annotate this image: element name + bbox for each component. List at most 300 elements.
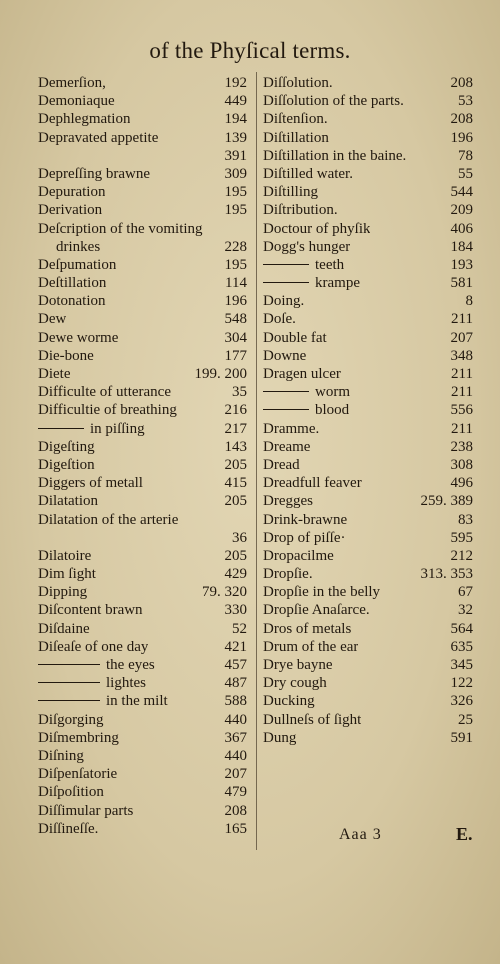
page-number: 192 xyxy=(224,75,247,91)
index-term xyxy=(38,802,133,820)
index-term xyxy=(38,620,90,638)
index-entry xyxy=(38,74,247,92)
index-term-text: Dipping xyxy=(38,584,88,601)
index-term-text: Difficultie of breathing xyxy=(38,402,177,419)
page-number: 143 xyxy=(224,438,247,455)
index-term-text: Derivation xyxy=(38,202,103,219)
index-term-text: Doing. xyxy=(263,293,305,310)
index-term xyxy=(263,201,338,219)
index-term xyxy=(38,274,106,292)
page-number: 228 xyxy=(224,238,247,255)
index-column-left xyxy=(38,74,247,838)
index-term xyxy=(38,692,168,710)
index-entry xyxy=(263,201,473,219)
index-term xyxy=(263,347,306,365)
index-term-text: in piſſing xyxy=(90,420,145,437)
page-number: 32 xyxy=(458,602,473,619)
page-number: 195 xyxy=(224,184,247,201)
index-entry xyxy=(263,711,473,729)
index-term-text: Diſmembring xyxy=(38,729,119,746)
index-term-text: Dry cough xyxy=(263,675,327,692)
index-term-text: Diſſolution of the parts. xyxy=(263,93,404,110)
page-number: 212 xyxy=(450,547,473,564)
index-entry xyxy=(38,92,247,110)
index-term-text: Dilatoire xyxy=(38,547,92,564)
index-term xyxy=(263,438,310,456)
index-entry xyxy=(38,674,247,692)
page-number: 208 xyxy=(224,802,247,819)
ditto-dash xyxy=(38,428,84,429)
index-entry xyxy=(38,656,247,674)
page-number: 207 xyxy=(450,329,473,346)
index-term-text: Diſtilled water. xyxy=(263,165,353,182)
index-term xyxy=(263,583,380,601)
page-number: 238 xyxy=(450,438,473,455)
page-number: 209 xyxy=(450,202,473,219)
page-number: 205 xyxy=(224,547,247,564)
index-term xyxy=(38,747,84,765)
index-term xyxy=(38,474,143,492)
index-term-text: Dilatation of the arterie xyxy=(38,511,179,528)
index-entry xyxy=(38,511,247,529)
index-entry xyxy=(263,511,473,529)
index-entry xyxy=(263,183,473,201)
index-entry xyxy=(263,674,473,692)
index-term-text: Doſe. xyxy=(263,311,296,328)
index-term-text: Dew xyxy=(38,311,67,328)
index-term xyxy=(38,347,94,365)
index-entry xyxy=(38,638,247,656)
index-term xyxy=(263,256,344,274)
index-term-text: Diſtenſion. xyxy=(263,111,328,128)
page-number: 67 xyxy=(458,584,473,601)
index-term-text: Depravated appetite xyxy=(38,129,159,146)
index-term-text: Doctour of phyſik xyxy=(263,220,371,237)
index-term xyxy=(38,729,119,747)
index-term-text: Deſcription of the vomiting xyxy=(38,220,203,237)
index-term xyxy=(38,456,95,474)
index-term-text: Dotonation xyxy=(38,293,106,310)
page-number: 496 xyxy=(450,475,473,492)
index-term-text: Dread xyxy=(263,456,300,473)
index-entry xyxy=(38,256,247,274)
index-term xyxy=(38,256,116,274)
index-entry xyxy=(38,747,247,765)
index-entry xyxy=(263,692,473,710)
page-number: 52 xyxy=(232,620,247,637)
index-term xyxy=(263,220,370,238)
index-term-text: Dewe worme xyxy=(38,329,119,346)
page-number: 421 xyxy=(224,638,247,655)
index-term-text: teeth xyxy=(315,256,345,273)
catchword: E. xyxy=(456,824,473,844)
index-term xyxy=(38,783,104,801)
page-number: 205 xyxy=(224,456,247,473)
ditto-dash xyxy=(263,391,309,392)
page-number: 195 xyxy=(224,256,247,273)
index-term-text: Ducking xyxy=(263,693,315,710)
page-number: 544 xyxy=(450,184,473,201)
index-entry xyxy=(263,329,473,347)
page-number: 588 xyxy=(224,693,247,710)
index-term xyxy=(38,310,66,328)
column-divider xyxy=(256,72,257,850)
index-entry xyxy=(38,147,247,165)
index-column-right xyxy=(263,74,473,747)
page-number: 36 xyxy=(232,529,247,546)
page-number: 8 xyxy=(465,293,473,310)
page-number: 217 xyxy=(224,420,247,437)
page-number: 457 xyxy=(224,657,247,673)
page-number: 348 xyxy=(450,347,473,364)
index-entry xyxy=(38,165,247,183)
index-term-text: Dramme. xyxy=(263,420,320,437)
index-term xyxy=(263,329,327,347)
index-term-text: Diſeaſe of one day xyxy=(38,638,149,655)
index-term-text: Demoniaque xyxy=(38,93,115,110)
page-number: 259. 389 xyxy=(420,493,473,510)
index-term-text: Deſpumation xyxy=(38,256,117,273)
index-term-text: blood xyxy=(315,402,350,419)
index-term-text: Diſpenſatorie xyxy=(38,766,118,783)
page-number: 25 xyxy=(458,711,473,728)
index-term-text: Dropſie in the belly xyxy=(263,584,381,601)
ditto-dash xyxy=(263,409,309,410)
index-term xyxy=(38,656,155,674)
page-number: 595 xyxy=(450,529,473,546)
index-term xyxy=(38,547,91,565)
index-entry xyxy=(38,438,247,456)
index-entry xyxy=(263,420,473,438)
index-entry xyxy=(263,256,473,274)
index-term xyxy=(263,147,406,165)
index-entry xyxy=(263,492,473,510)
ditto-dash xyxy=(38,700,100,701)
index-term-text: Diſtribution. xyxy=(263,202,338,219)
index-term-text: Diſſineſſe. xyxy=(38,820,99,837)
page-header: of the Phyſical terms. xyxy=(149,38,351,63)
index-entry xyxy=(38,456,247,474)
index-term-text: drinkes xyxy=(56,238,101,255)
index-entry xyxy=(263,583,473,601)
index-term xyxy=(38,674,146,692)
index-term-text: Dullneſs of ſight xyxy=(263,711,362,728)
index-term-text: Dregges xyxy=(263,493,313,510)
index-term xyxy=(38,583,87,601)
ditto-dash xyxy=(263,264,309,265)
index-entry xyxy=(38,583,247,601)
index-term xyxy=(263,565,313,583)
index-entry xyxy=(263,401,473,419)
page-number: 635 xyxy=(450,638,473,655)
page-number: 184 xyxy=(450,238,473,255)
index-term xyxy=(263,365,341,383)
page-number: 391 xyxy=(224,147,247,164)
index-entry xyxy=(38,129,247,147)
index-entry xyxy=(38,110,247,128)
index-entry xyxy=(263,438,473,456)
index-entry xyxy=(38,201,247,219)
index-entry xyxy=(263,656,473,674)
page-number: 205 xyxy=(224,493,247,510)
index-entry xyxy=(38,329,247,347)
page-number: 195 xyxy=(224,202,247,219)
page-number: 308 xyxy=(450,456,473,473)
index-entry xyxy=(38,401,247,419)
index-entry xyxy=(38,383,247,401)
index-term xyxy=(38,601,143,619)
index-entry xyxy=(38,529,247,547)
index-entry xyxy=(38,492,247,510)
index-term xyxy=(38,110,130,128)
index-entry xyxy=(263,347,473,365)
index-entry xyxy=(38,238,247,256)
index-entry xyxy=(263,292,473,310)
index-term xyxy=(263,511,347,529)
index-term xyxy=(38,74,106,92)
page-number: 326 xyxy=(450,693,473,710)
index-term xyxy=(263,292,304,310)
index-term xyxy=(38,511,178,529)
index-term xyxy=(38,365,70,383)
index-term xyxy=(263,474,362,492)
page-number: 479 xyxy=(224,784,247,801)
index-entry xyxy=(263,474,473,492)
index-term-text: Diſſimular parts xyxy=(38,802,134,819)
index-term xyxy=(263,456,300,474)
index-term xyxy=(263,547,334,565)
index-term xyxy=(263,401,349,419)
index-term-text: worm xyxy=(315,384,350,401)
index-entry xyxy=(263,565,473,583)
index-term xyxy=(38,329,118,347)
page-number: 55 xyxy=(458,165,473,182)
page-number: 556 xyxy=(450,402,473,419)
index-entry xyxy=(263,165,473,183)
index-term-text: Dogg's hunger xyxy=(263,238,351,255)
page-number: 199. 200 xyxy=(194,366,247,382)
page-number: 330 xyxy=(224,602,247,619)
index-term xyxy=(38,401,177,419)
index-entry xyxy=(263,92,473,110)
page-number: 581 xyxy=(450,275,473,292)
index-term-text: Drink-brawne xyxy=(263,511,348,528)
index-term-text: Diſtilling xyxy=(263,184,319,201)
index-term-text: Die-bone xyxy=(38,347,94,364)
index-entry xyxy=(38,310,247,328)
index-term xyxy=(38,220,203,238)
page-number: 345 xyxy=(450,657,473,673)
index-term-text: Diſtillation xyxy=(263,129,329,146)
index-term xyxy=(38,820,98,838)
index-term-text: krampe xyxy=(315,275,360,292)
index-term xyxy=(38,238,100,256)
page-number: 114 xyxy=(225,275,247,292)
index-term-text: Depreſſing brawne xyxy=(38,165,151,182)
index-term-text: Diſpoſition xyxy=(38,784,104,801)
index-term-text: Diſdaine xyxy=(38,620,90,637)
index-term xyxy=(38,292,106,310)
page-number: 211 xyxy=(451,384,473,401)
index-term xyxy=(38,438,95,456)
page-number: 122 xyxy=(450,675,473,692)
index-term xyxy=(263,165,353,183)
page-number: 304 xyxy=(224,329,247,346)
page-number: 139 xyxy=(224,129,247,146)
index-term-text: Difficulte of utterance xyxy=(38,384,171,401)
index-term-text: Depuration xyxy=(38,184,106,201)
page-number: 83 xyxy=(458,511,473,528)
page-number: 196 xyxy=(224,293,247,310)
index-term-text: Drye bayne xyxy=(263,657,333,673)
index-term xyxy=(263,129,329,147)
index-term xyxy=(263,656,333,674)
index-term xyxy=(263,92,404,110)
page-number: 429 xyxy=(224,566,247,583)
index-term xyxy=(263,601,370,619)
page-number: 591 xyxy=(450,729,473,746)
index-term xyxy=(263,238,350,256)
index-term xyxy=(263,711,361,729)
index-term-text: Digeſtion xyxy=(38,456,95,473)
page-number: 487 xyxy=(224,675,247,692)
index-term xyxy=(38,183,105,201)
index-term-text: Dragen ulcer xyxy=(263,366,341,382)
index-entry xyxy=(38,565,247,583)
page-number: 309 xyxy=(224,165,247,182)
index-term-text: Dephlegmation xyxy=(38,111,131,128)
index-term-text: Diſſolution. xyxy=(263,75,333,91)
index-term xyxy=(263,729,296,747)
index-entry xyxy=(263,147,473,165)
index-term-text: lightes xyxy=(106,675,146,692)
page-number: 78 xyxy=(458,147,473,164)
index-entry xyxy=(38,765,247,783)
index-entry xyxy=(38,692,247,710)
index-term xyxy=(263,310,296,328)
index-entry xyxy=(38,347,247,365)
index-entry xyxy=(263,547,473,565)
index-term xyxy=(38,92,115,110)
page-number: 216 xyxy=(224,402,247,419)
ditto-dash xyxy=(38,664,100,665)
index-term-text: Drop of piſſe· xyxy=(263,529,346,546)
index-entry xyxy=(38,729,247,747)
index-entry xyxy=(263,620,473,638)
index-term xyxy=(263,492,313,510)
index-entry xyxy=(38,420,247,438)
index-entry xyxy=(263,310,473,328)
index-entry xyxy=(38,802,247,820)
index-term xyxy=(263,692,315,710)
index-entry xyxy=(263,601,473,619)
index-term xyxy=(38,383,171,401)
index-entry xyxy=(263,456,473,474)
index-entry xyxy=(263,365,473,383)
index-entry xyxy=(38,820,247,838)
index-entry xyxy=(38,365,247,383)
index-term xyxy=(263,620,351,638)
index-term xyxy=(38,420,145,438)
index-term-text: Diſcontent brawn xyxy=(38,602,143,619)
index-term-text: Dreadfull feaver xyxy=(263,475,362,492)
index-term xyxy=(38,129,158,147)
index-entry xyxy=(263,129,473,147)
index-term-text: Drum of the ear xyxy=(263,638,359,655)
page-number: 313. 353 xyxy=(420,566,473,583)
index-entry xyxy=(38,274,247,292)
index-term-text: Diggers of metall xyxy=(38,475,143,492)
page-number: 367 xyxy=(224,729,247,746)
page-number: 440 xyxy=(224,711,247,728)
index-entry xyxy=(38,292,247,310)
index-entry xyxy=(38,620,247,638)
index-term-text: Dung xyxy=(263,729,297,746)
index-term xyxy=(38,492,98,510)
page-number: 211 xyxy=(451,311,473,328)
index-entry xyxy=(263,220,473,238)
index-entry xyxy=(38,220,247,238)
page-number: 193 xyxy=(450,256,473,273)
index-entry xyxy=(263,638,473,656)
index-entry xyxy=(38,601,247,619)
index-entry xyxy=(263,729,473,747)
index-entry xyxy=(38,474,247,492)
index-term xyxy=(38,711,104,729)
index-term-text: Deſtillation xyxy=(38,275,107,292)
index-entry xyxy=(38,183,247,201)
index-term xyxy=(263,183,318,201)
index-term-text: Dim ſight xyxy=(38,566,96,583)
page-number: 564 xyxy=(450,620,473,637)
index-term-text: Downe xyxy=(263,347,307,364)
ditto-dash xyxy=(38,682,100,683)
index-term xyxy=(263,638,358,656)
index-term xyxy=(263,74,333,92)
signature-mark: Aaa 3 xyxy=(339,826,382,843)
index-entry xyxy=(263,274,473,292)
page-number: 207 xyxy=(224,766,247,783)
page-number: 53 xyxy=(458,93,473,110)
index-term xyxy=(38,565,96,583)
index-term xyxy=(263,274,360,292)
index-term-text: in the milt xyxy=(106,693,168,710)
page-number: 79. 320 xyxy=(202,584,247,601)
index-term-text: Demerſion, xyxy=(38,75,106,91)
index-term xyxy=(38,638,148,656)
index-term xyxy=(38,201,102,219)
page-number: 548 xyxy=(224,311,247,328)
page-number: 415 xyxy=(224,475,247,492)
index-term-text: the eyes xyxy=(106,657,155,673)
page-number: 165 xyxy=(224,820,247,837)
index-entry xyxy=(38,783,247,801)
index-term xyxy=(263,420,319,438)
page-number: 406 xyxy=(450,220,473,237)
page-number: 196 xyxy=(450,129,473,146)
page-number: 211 xyxy=(451,420,473,437)
index-entry xyxy=(263,238,473,256)
index-term-text: Diſning xyxy=(38,747,84,764)
index-entry xyxy=(263,529,473,547)
page-number: 208 xyxy=(450,75,473,91)
index-entry xyxy=(263,383,473,401)
index-entry xyxy=(263,74,473,92)
page-number: 177 xyxy=(224,347,247,364)
page-number: 208 xyxy=(450,111,473,128)
index-entry xyxy=(38,711,247,729)
page-number: 194 xyxy=(224,111,247,128)
